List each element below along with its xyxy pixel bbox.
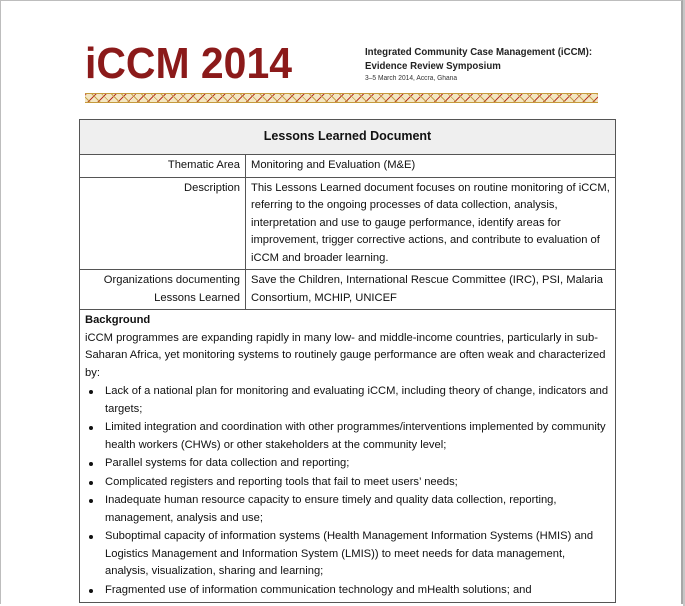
list-item: Suboptimal capacity of information systems (Health Management Information Systems (HMIS) and Logistics Management and Information System (LMIS)) to meet needs for data management, analysis, visualization, sharing and learning; [85,528,610,581]
list-item: Lack of a national plan for monitoring and evaluating iCCM, including theory of change, indicators and targets; [85,383,610,418]
background-bullet-list [85,383,610,599]
symposium-info [365,45,612,84]
background-section [80,310,616,603]
list-item: Fragmented use of information communication technology and mHealth solutions; and [85,582,610,600]
row-label-organizations: Organizations documenting Lessons Learned [80,270,246,310]
row-value-organizations: Save the Children, International Rescue Committee (IRC), PSI, Malaria Consortium, MCHIP, UNICEF [246,270,616,310]
iccm-logo: iCCM 2014 [85,39,292,88]
list-item: Parallel systems for data collection and reporting; [85,455,610,473]
lessons-learned-table [79,119,616,603]
table-row [80,177,616,270]
symposium-title: Integrated Community Case Management (iCCM): [365,46,593,58]
decorative-pattern-band [85,93,598,103]
table-row [80,155,616,178]
symposium-date: 3–5 March 2014, Accra, Ghana [365,75,458,82]
list-item: Limited integration and coordination with other programmes/interventions implemented by community health workers (CHWs) or other stakeholders at the community level; [85,419,610,454]
symposium-header [85,37,605,97]
row-value-description: This Lessons Learned document focuses on routine monitoring of iCCM, referring to the ongoing processes of data collection, analysis, interpretation and use to gauge performance, identify areas for improvement, trigger corrective actions, and contribute to evaluation of iCCM and broader learning. [246,177,616,270]
table-row [80,270,616,310]
background-intro: iCCM programmes are expanding rapidly in many low- and middle-income countries, particularly in sub-Saharan Africa, yet monitoring systems to routinely gauge performance are often weak and characterized by: [85,331,606,379]
list-item: Complicated registers and reporting tools that fail to meet users’ needs; [85,474,610,492]
document-title: Lessons Learned Document [80,120,616,155]
row-label-description: Description [80,177,246,270]
row-value-thematic-area: Monitoring and Evaluation (M&E) [246,155,616,178]
background-heading: Background [85,314,151,326]
symposium-subtitle: Evidence Review Symposium [365,60,501,72]
list-item: Inadequate human resource capacity to ensure timely and quality data collection, reporting, management, analysis and use; [85,492,610,527]
row-label-thematic-area: Thematic Area [80,155,246,178]
